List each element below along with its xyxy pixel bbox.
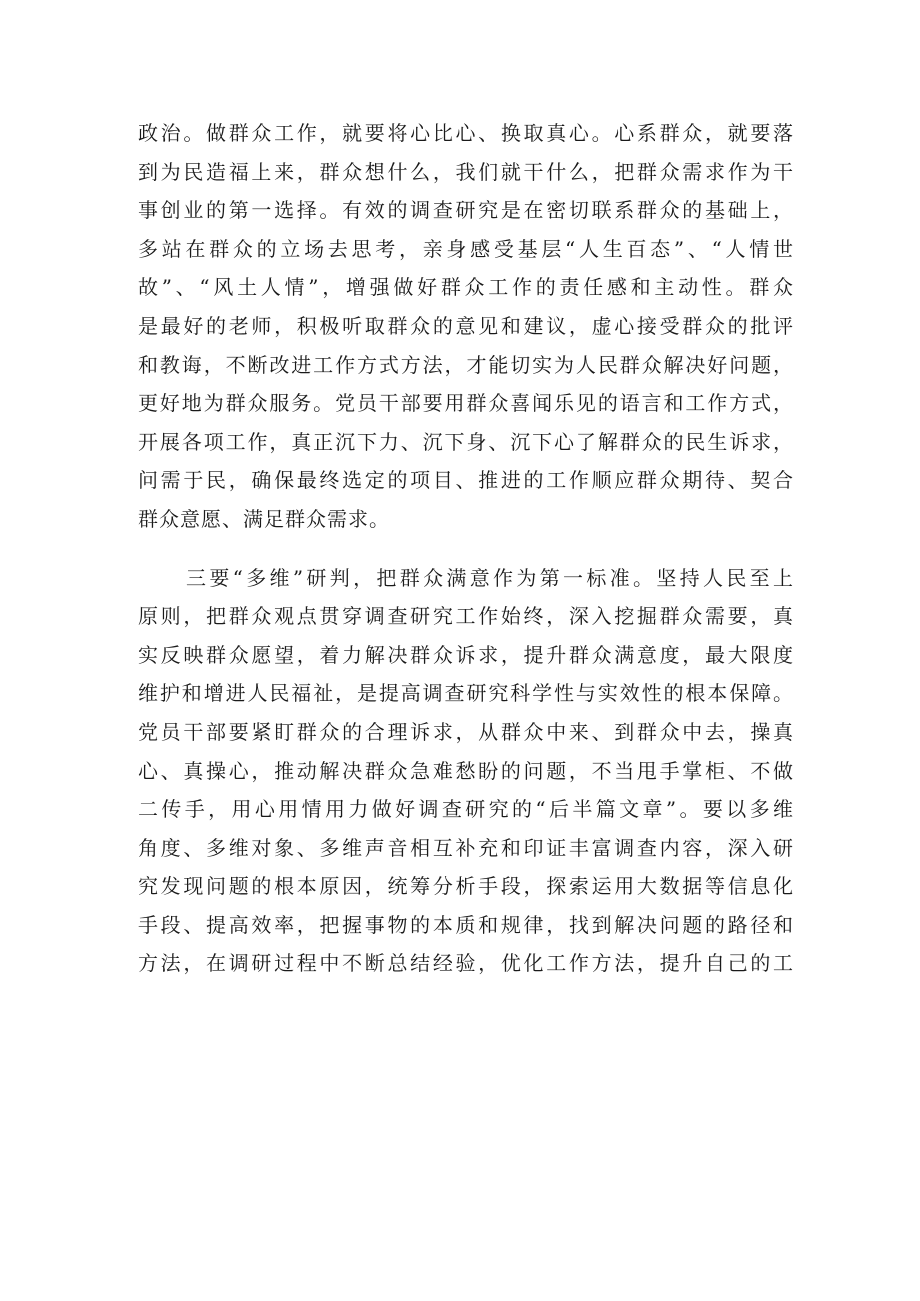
text-line: 到为民造福上来，群众想什么，我们就干什么，把群众需求作为干 [138, 159, 794, 184]
text-line: 二传手，用心用情用力做好调查研究的“后半篇文章”。要以多维 [138, 797, 794, 822]
text-line: 角度、多维对象、多维声音相互补充和印证丰富调查内容，深入研 [138, 835, 794, 860]
document-body [138, 114, 794, 983]
text-line: 和教诲，不断改进工作方式方法，才能切实为人民群众解决好问题， [138, 352, 794, 377]
text-line: 政治。做群众工作，就要将心比心、换取真心。心系群众，就要落 [138, 121, 794, 145]
text-line: 究发现问题的根本原因，统筹分析手段，探索运用大数据等信息化 [138, 874, 794, 899]
paragraph-1 [138, 114, 794, 539]
text-line: 开展各项工作，真正沉下力、沉下身、沉下心了解群众的民生诉求， [138, 429, 794, 454]
text-line: 多站在群众的立场去思考，亲身感受基层“人生百态”、“人情世 [138, 236, 794, 261]
text-line: 三要“多维”研判，把群众满意作为第一标准。坚持人民至上 [186, 565, 794, 590]
text-line: 更好地为群众服务。党员干部要用群众喜闻乐见的语言和工作方式， [138, 391, 794, 416]
text-line: 问需于民，确保最终选定的项目、推进的工作顺应群众期待、契合 [138, 468, 794, 493]
paragraph-2 [138, 559, 794, 984]
paragraph-gap [138, 539, 794, 559]
text-line: 实反映群众愿望，着力解决群众诉求，提升群众满意度，最大限度 [138, 642, 794, 667]
text-line: 是最好的老师，积极听取群众的意见和建议，虚心接受群众的批评 [138, 313, 794, 338]
text-line: 维护和增进人民福祉，是提高调查研究科学性与实效性的根本保障。 [138, 681, 794, 706]
text-line: 事创业的第一选择。有效的调查研究是在密切联系群众的基础上， [138, 198, 794, 223]
text-line: 方法，在调研过程中不断总结经验，优化工作方法，提升自己的工 [138, 951, 794, 976]
text-line: 群众意愿、满足群众需求。 [138, 506, 390, 531]
text-line: 手段、提高效率，把握事物的本质和规律，找到解决问题的路径和 [138, 912, 794, 937]
text-line: 心、真操心，推动解决群众急难愁盼的问题，不当甩手掌柜、不做 [138, 758, 794, 783]
text-line: 故”、“风土人情”，增强做好群众工作的责任感和主动性。群众 [138, 275, 794, 300]
text-line: 党员干部要紧盯群众的合理诉求，从群众中来、到群众中去，操真 [138, 719, 794, 744]
text-line: 原则，把群众观点贯穿调查研究工作始终，深入挖掘群众需要，真 [138, 604, 794, 629]
